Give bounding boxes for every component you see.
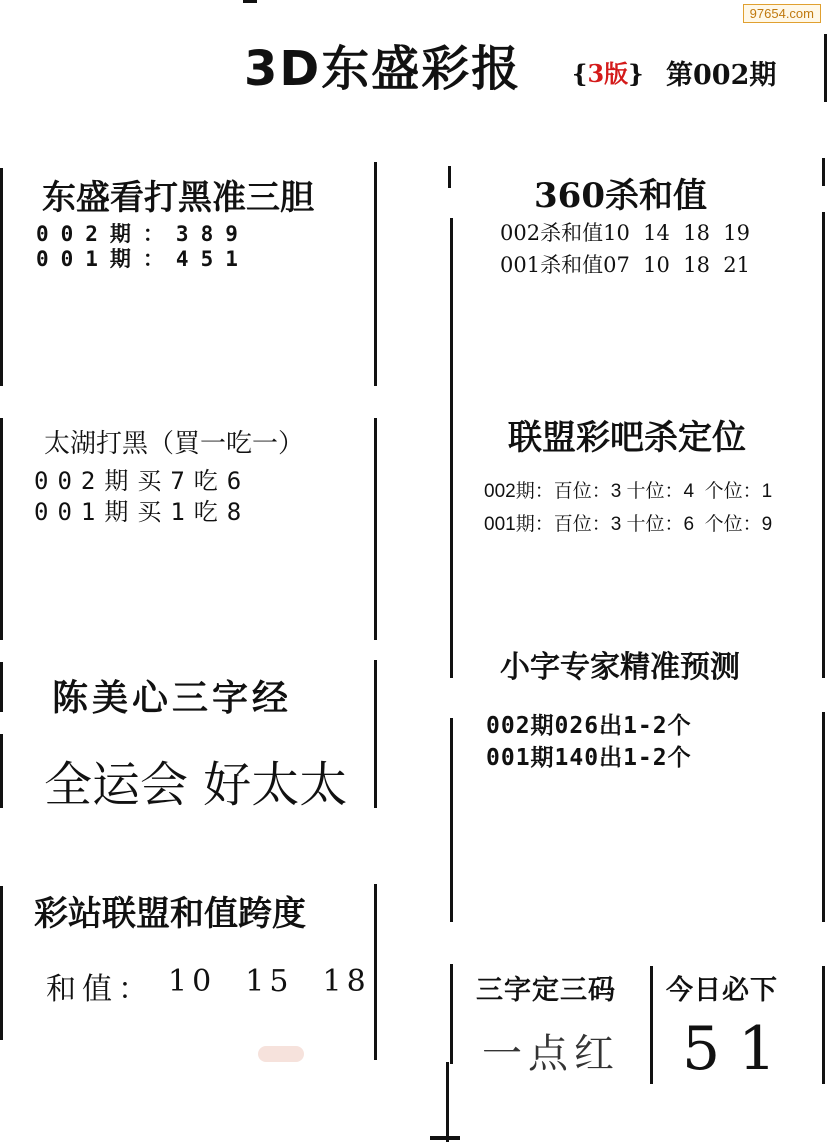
smudge-mark <box>258 1046 304 1062</box>
site-watermark: 97654.com <box>743 4 821 23</box>
taihu-title: 太湖打黑（買一吃一） <box>44 429 305 459</box>
kill360-title: 360杀和值 <box>534 176 707 216</box>
caizhan-label: 和值： <box>46 972 154 1007</box>
dongsheng-title: 东盛看打黑准三胆 <box>42 178 314 218</box>
caizhan-title: 彩站联盟和值跨度 <box>34 894 306 934</box>
taihu-line: 002期买7吃6 <box>34 467 251 495</box>
left-border <box>374 884 377 1060</box>
left-border <box>0 418 3 640</box>
page-title: 3D东盛彩报 <box>244 41 522 97</box>
right-border <box>450 718 453 922</box>
chenmeixin-text: 全运会 好太太 <box>44 757 348 813</box>
xiaozi-line: 001期140出1-2个 <box>486 745 692 771</box>
left-border <box>374 660 377 808</box>
left-border <box>374 418 377 640</box>
dongsheng-line: 002期：389 <box>36 222 250 246</box>
right-border <box>822 212 825 678</box>
lianmeng-line: 001期：百位：3 十位：6 个位：9 <box>484 514 773 535</box>
right-border <box>822 712 825 922</box>
edition-badge: {3版} <box>572 59 644 88</box>
today-title: 今日必下 <box>666 975 778 1006</box>
right-border <box>822 966 825 1084</box>
today-number: 51 <box>682 1014 795 1084</box>
chenmeixin-title: 陈美心三字经 <box>52 677 293 719</box>
xiaozi-title: 小字专家精准预测 <box>500 650 740 685</box>
sanzi-title: 三字定三码 <box>476 975 616 1006</box>
edition-label: 3版 <box>587 59 629 88</box>
left-border <box>0 734 3 808</box>
left-border <box>0 662 3 712</box>
right-border <box>450 218 453 678</box>
right-border <box>822 158 825 186</box>
kill360-line: 001杀和值07 10 18 21 <box>500 253 751 277</box>
right-border <box>650 966 653 1084</box>
top-tick <box>243 0 257 3</box>
taihu-line: 001期买1吃8 <box>34 498 251 526</box>
left-border <box>374 162 377 386</box>
right-border <box>448 166 451 188</box>
lianmeng-title: 联盟彩吧杀定位 <box>508 418 746 458</box>
caizhan-values: 10 15 18 <box>168 964 371 999</box>
left-border <box>0 886 3 1040</box>
xiaozi-line: 002期026出1-2个 <box>486 713 692 739</box>
dongsheng-line: 001期：451 <box>36 247 250 271</box>
left-border <box>0 168 3 386</box>
bottom-stem <box>446 1062 449 1142</box>
kill360-line: 002杀和值10 14 18 19 <box>500 221 751 245</box>
issue-number: 第002期 <box>666 60 777 91</box>
kill360-title-clip <box>530 172 750 216</box>
right-border <box>450 964 453 1064</box>
lianmeng-line: 002期：百位：3 十位：4 个位：1 <box>484 481 773 502</box>
sanzi-text: 一点红 <box>482 1031 620 1077</box>
bottom-tick <box>430 1136 460 1140</box>
xiaozi-line-clip <box>486 713 806 739</box>
